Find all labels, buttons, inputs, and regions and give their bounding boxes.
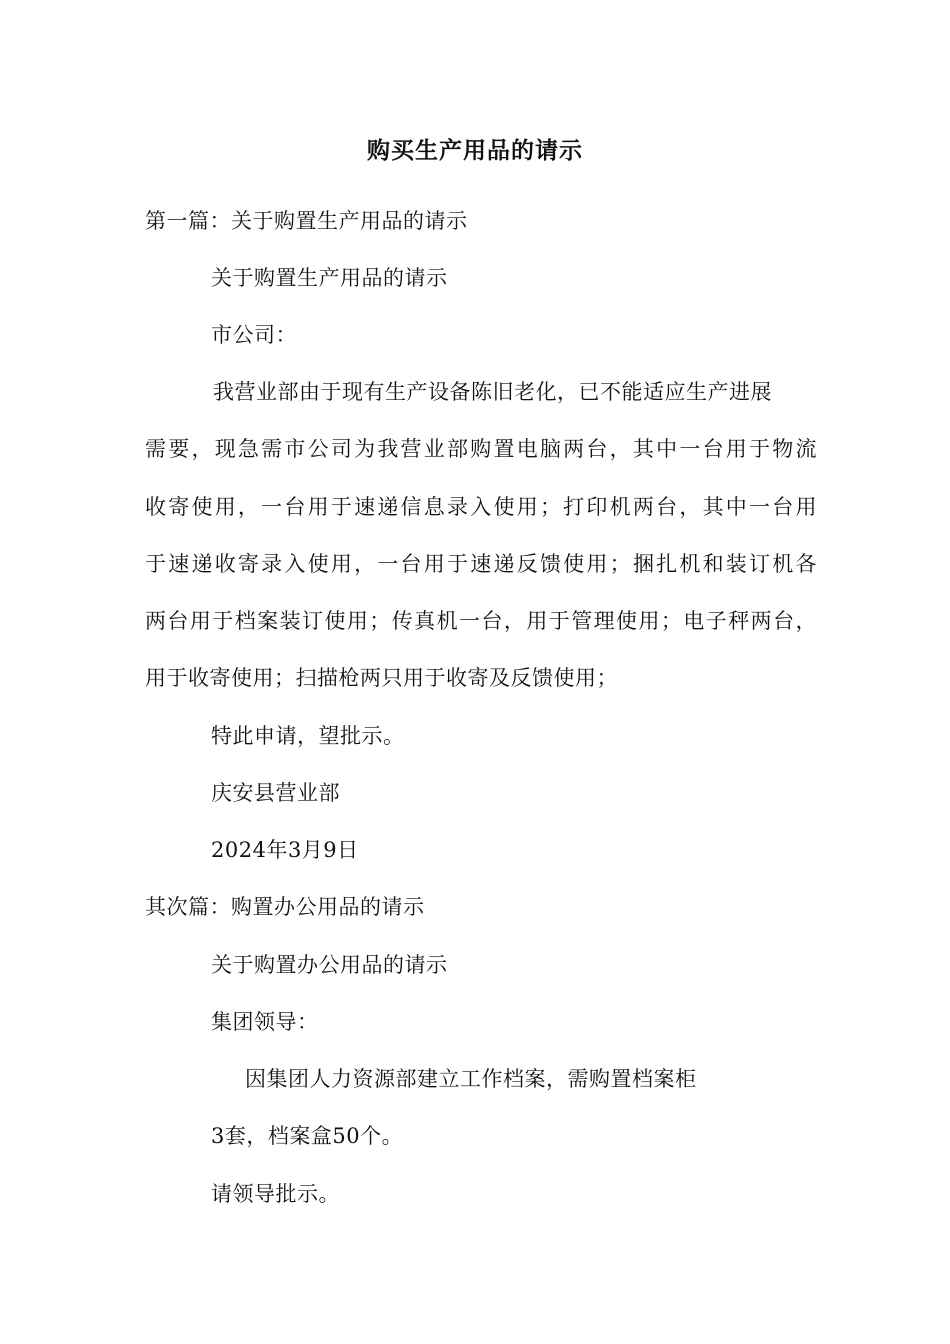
part2-subtitle: 关于购置办公用品的请示 <box>211 953 448 977</box>
part2-salutation: 集团领导： <box>211 1010 319 1034</box>
part2-body-line: 3套，档案盒50个。 <box>211 1124 404 1148</box>
part1-signature: 庆安县营业部 <box>211 781 340 805</box>
part2-closing: 请领导批示。 <box>211 1182 340 1206</box>
part1-salutation: 市公司： <box>211 323 297 347</box>
part2-heading: 其次篇：购置办公用品的请示 <box>145 895 425 919</box>
part1-body-line: 于速递收寄录入使用，一台用于速递反馈使用；捆扎机和装订机各 <box>145 552 817 576</box>
part1-body-line: 用于收寄使用；扫描枪两只用于收寄及反馈使用； <box>145 666 618 690</box>
part1-closing: 特此申请，望批示。 <box>211 724 405 748</box>
part1-subtitle: 关于购置生产用品的请示 <box>211 266 448 290</box>
part1-body-line: 需要，现急需市公司为我营业部购置电脑两台，其中一台用于物流 <box>145 437 817 461</box>
part1-heading: 第一篇：关于购置生产用品的请示 <box>145 209 468 233</box>
document-title: 购买生产用品的请示 <box>367 137 583 164</box>
part1-body-line: 收寄使用，一台用于速递信息录入使用；打印机两台，其中一台用 <box>145 495 817 519</box>
part2-body-line: 因集团人力资源部建立工作档案，需购置档案柜 <box>245 1067 697 1091</box>
part1-date: 2024年3月9日 <box>211 838 359 862</box>
part1-body-line: 两台用于档案装订使用；传真机一台，用于管理使用；电子秤两台， <box>145 609 817 633</box>
part1-body-line: 我营业部由于现有生产设备陈旧老化，已不能适应生产进展 <box>213 380 772 404</box>
